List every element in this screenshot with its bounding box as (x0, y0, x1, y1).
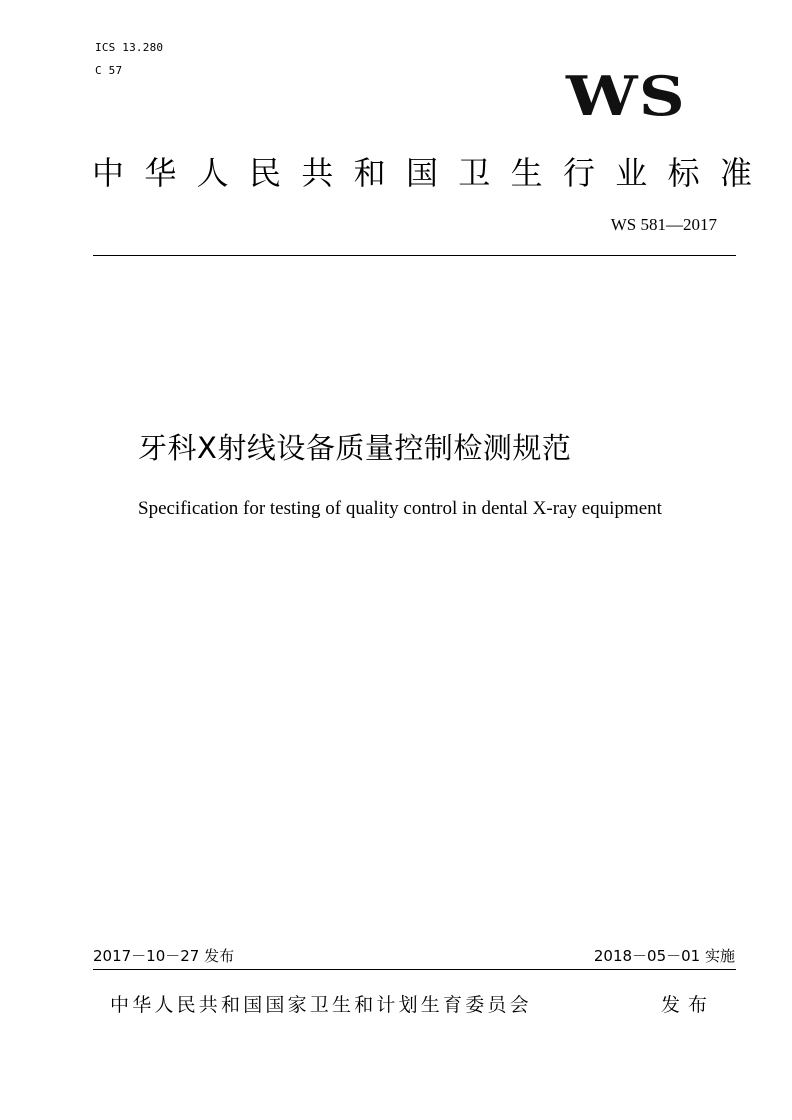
footer-divider (93, 969, 736, 970)
standard-type-char: 业 (615, 154, 648, 192)
publish-label: 发布 (661, 994, 716, 1016)
standard-type-char: 国 (405, 154, 438, 192)
issue-date: 2017－10－27 发布 (93, 947, 235, 965)
standard-type-char: 民 (248, 154, 281, 192)
standard-number: WS 581—2017 (610, 215, 717, 234)
standard-type-char: 华 (144, 154, 177, 192)
standard-type-char: 准 (719, 154, 752, 192)
standard-type-char: 共 (301, 154, 334, 192)
standard-type-heading (92, 152, 752, 194)
standard-type-char: 中 (92, 154, 125, 192)
implementation-date: 2018－05－01 实施 (593, 947, 735, 965)
standard-type-char: 卫 (458, 154, 491, 192)
title-english: Specification for testing of quality control in dental X-ray equipment (138, 498, 662, 519)
standard-type-char: 行 (562, 154, 595, 192)
header-divider (93, 255, 736, 256)
ws-logo: WS (566, 64, 686, 128)
ccs-code: C 57 (95, 64, 123, 77)
publisher-name: 中华人民共和国国家卫生和计划生育委员会 (110, 994, 532, 1016)
standard-type-char: 生 (510, 154, 543, 192)
standard-type-char: 人 (196, 154, 229, 192)
ics-code: ICS 13.280 (95, 41, 164, 54)
title-chinese: 牙科X射线设备质量控制检测规范 (138, 431, 572, 465)
standard-type-char: 和 (353, 154, 386, 192)
standard-type-char: 标 (667, 154, 700, 192)
